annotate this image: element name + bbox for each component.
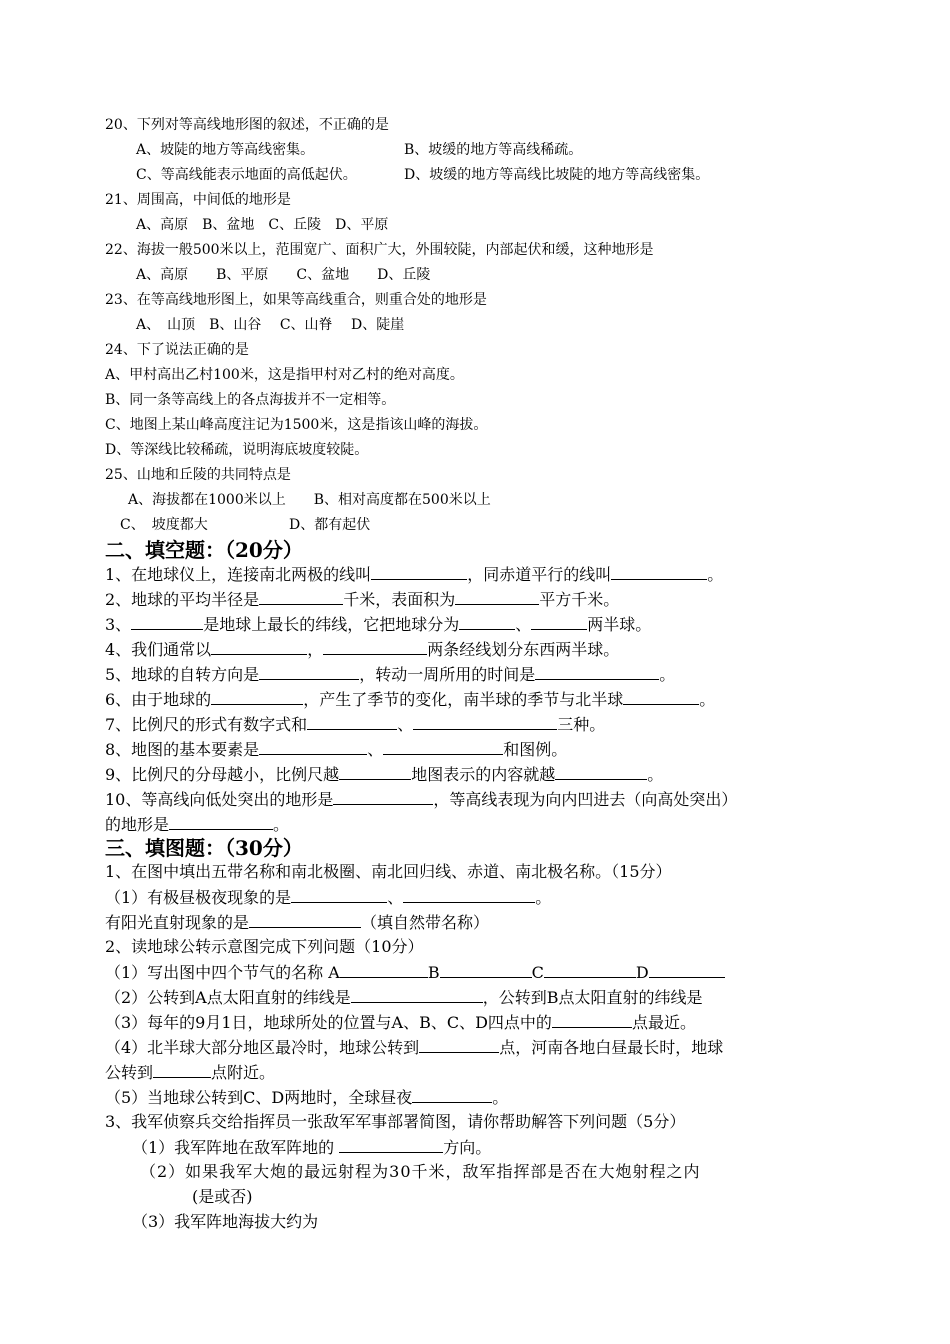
- answer-blank[interactable]: [211, 691, 303, 705]
- q20-option-a: A、坡陡的地方等高线密集。: [136, 142, 315, 158]
- q23-options: A、 山顶 B、山谷 C、山脊 D、陡崖: [136, 317, 405, 333]
- answer-blank[interactable]: [259, 741, 367, 755]
- fill-q4: 4、我们通常以 ， 两条经线划分东西两半球。: [105, 640, 620, 659]
- answer-blank[interactable]: [351, 989, 483, 1003]
- section-2-title: 二、填空题：（20分）: [105, 538, 303, 562]
- q24-option-a: A、甲村高出乙村100米，这是指甲村对乙村的绝对高度。: [105, 367, 464, 383]
- q20-option-c: C、等高线能表示地面的高低起伏。: [136, 167, 357, 183]
- fill-q7: 7、比例尺的形式有数字式和 、 三种。: [105, 715, 606, 734]
- answer-blank[interactable]: [412, 1089, 492, 1103]
- map-q2-sub4-cont: 公转到 点附近。: [105, 1063, 276, 1082]
- section-3-title: 三、填图题：（30分）: [105, 836, 303, 860]
- map-q1-sub1: （1）有极昼极夜现象的是 、 。: [105, 888, 552, 907]
- fill-q5: 5、地球的自转方向是 ，转动一周所用的时间是 。: [105, 665, 676, 684]
- q22-stem: 22、海拔一般500米以上，范围宽广、面积广大，外围较陡，内部起伏和缓，这种地形是: [105, 242, 654, 258]
- q20-option-d: D、坡缓的地方等高线比坡陡的地方等高线密集。: [404, 167, 710, 183]
- answer-blank[interactable]: [403, 889, 535, 903]
- q24-option-c: C、地图上某山峰高度注记为1500米，这是指该山峰的海拔。: [105, 417, 488, 433]
- answer-blank[interactable]: [611, 566, 707, 580]
- map-q2-sub5: （5）当地球公转到C、D两地时，全球昼夜 。: [105, 1088, 509, 1107]
- q24-option-b: B、同一条等高线上的各点海拔并不一定相等。: [105, 392, 396, 408]
- answer-blank[interactable]: [459, 616, 515, 630]
- q25-option-d: D、都有起伏: [289, 517, 371, 533]
- answer-blank[interactable]: [440, 964, 532, 978]
- answer-blank[interactable]: [413, 716, 557, 730]
- answer-blank[interactable]: [649, 964, 725, 978]
- answer-blank[interactable]: [339, 766, 411, 780]
- q24-stem: 24、下了说法正确的是: [105, 342, 249, 358]
- map-q3-sub2: （2）如果我军大炮的最远射程为30千米，敌军指挥部是否在大炮射程之内: [140, 1162, 701, 1181]
- answer-blank[interactable]: [153, 1064, 211, 1078]
- fill-q2: 2、地球的平均半径是 千米，表面积为 平方千米。: [105, 590, 620, 609]
- fill-q6: 6、由于地球的 ，产生了季节的变化，南半球的季节与北半球 。: [105, 690, 716, 709]
- answer-blank[interactable]: [455, 591, 539, 605]
- answer-blank[interactable]: [552, 1014, 632, 1028]
- q22-options: A、高原 B、平原 C、盆地 D、丘陵: [136, 267, 431, 283]
- map-q3-stem: 3、我军侦察兵交给指挥员一张敌军军事部署简图，请你帮助解答下列问题（5分）: [105, 1112, 686, 1131]
- answer-blank[interactable]: [323, 641, 427, 655]
- answer-blank[interactable]: [623, 691, 699, 705]
- map-q2-sub4: （4）北半球大部分地区最冷时，地球公转到 点，河南各地白昼最长时，地球: [105, 1038, 724, 1057]
- q25-option-c: C、 坡度都大: [120, 517, 208, 533]
- answer-blank[interactable]: [555, 766, 647, 780]
- map-q2-stem: 2、读地球公转示意图完成下列问题（10分）: [105, 937, 424, 956]
- answer-blank[interactable]: [131, 616, 203, 630]
- map-q3-sub3: （3）我军阵地海拔大约为: [132, 1212, 319, 1231]
- answer-blank[interactable]: [291, 889, 387, 903]
- answer-blank[interactable]: [169, 816, 273, 830]
- q20-stem: 20、下列对等高线地形图的叙述，不正确的是: [105, 117, 389, 133]
- map-q1-sub2: 有阳光直射现象的是 （填自然带名称）: [105, 913, 490, 932]
- answer-blank[interactable]: [419, 1039, 499, 1053]
- answer-blank[interactable]: [259, 666, 359, 680]
- answer-blank[interactable]: [383, 741, 503, 755]
- q23-stem: 23、在等高线地形图上，如果等高线重合，则重合处的地形是: [105, 292, 487, 308]
- fill-q3: 3、 是地球上最长的纬线，它把地球分为 、 两半球。: [105, 615, 652, 634]
- answer-blank[interactable]: [307, 716, 397, 730]
- fill-q9: 9、比例尺的分母越小，比例尺越 地图表示的内容就越 。: [105, 765, 664, 784]
- q25-options-ab: A、海拔都在1000米以上 B、相对高度都在500米以上: [128, 492, 491, 508]
- answer-blank[interactable]: [333, 791, 433, 805]
- answer-blank[interactable]: [259, 591, 343, 605]
- answer-blank[interactable]: [544, 964, 636, 978]
- answer-blank[interactable]: [531, 616, 587, 630]
- answer-blank[interactable]: [249, 914, 361, 928]
- fill-q1: 1、在地球仪上，连接南北两极的线叫 ，同赤道平行的线叫 。: [105, 565, 724, 584]
- q25-stem: 25、山地和丘陵的共同特点是: [105, 467, 291, 483]
- map-q2-sub1: （1）写出图中四个节气的名称 A B C D: [105, 964, 725, 981]
- q24-option-d: D、等深线比较稀疏，说明海底坡度较陡。: [105, 442, 369, 458]
- fill-q10: 10、等高线向低处突出的地形是 ，等高线表现为向内凹进去（向高处突出）: [105, 790, 738, 809]
- map-q2-sub3: （3）每年的9月1日，地球所处的位置与A、B、C、D四点中的 点最近。: [105, 1013, 696, 1032]
- q21-options: A、高原 B、盆地 C、丘陵 D、平原: [136, 217, 389, 233]
- fill-q8: 8、地图的基本要素是 、 和图例。: [105, 740, 568, 759]
- map-q2-sub2: （2）公转到A点太阳直射的纬线是 ，公转到B点太阳直射的纬线是: [105, 988, 703, 1007]
- map-q3-sub2-note: (是或否): [192, 1187, 253, 1206]
- map-q3-sub1: （1）我军阵地在敌军阵地的 方向。: [132, 1138, 492, 1157]
- answer-blank[interactable]: [535, 666, 659, 680]
- answer-blank[interactable]: [339, 1139, 443, 1153]
- q20-option-b: B、坡缓的地方等高线稀疏。: [404, 142, 583, 158]
- fill-q10-cont: 的地形是 。: [105, 815, 290, 834]
- answer-blank[interactable]: [211, 641, 307, 655]
- answer-blank[interactable]: [340, 964, 428, 978]
- map-q1-stem: 1、在图中填出五带名称和南北极圈、南北回归线、赤道、南北极名称。（15分）: [105, 862, 672, 881]
- q21-stem: 21、周围高，中间低的地形是: [105, 192, 291, 208]
- answer-blank[interactable]: [371, 566, 467, 580]
